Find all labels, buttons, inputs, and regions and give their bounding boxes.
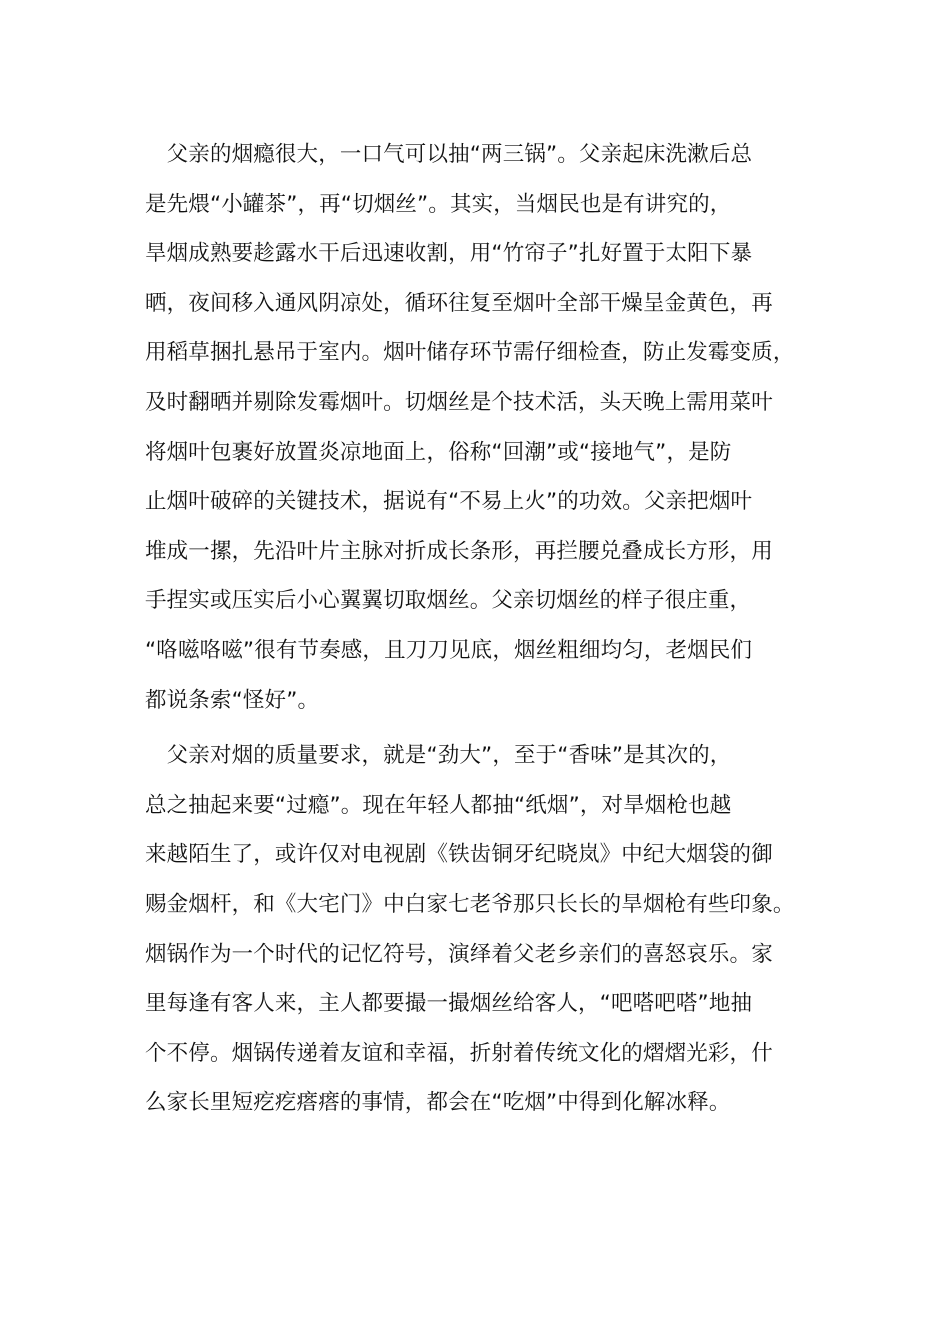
text-line: 堆成一摞，先沿叶片主脉对折成长条形，再拦腰兑叠成长方形，用 — [145, 538, 773, 564]
text-line: 赐金烟杆，和《大宅门》中白家七老爷那只长长的旱烟枪有些印象。 — [145, 891, 795, 917]
text-line: 及时翻晒并剔除发霉烟叶。切烟丝是个技术活，头天晚上需用菜叶 — [145, 389, 773, 415]
text-line: 都说条索“怪好”。 — [145, 687, 320, 713]
article-body — [145, 130, 817, 1128]
text-line: 旱烟成熟要趁露水干后迅速收割，用“竹帘子”扎好置于太阳下暴 — [145, 241, 753, 267]
text-line: 晒，夜间移入通风阴凉处，循环往复至烟叶全部干燥呈金黄色，再 — [145, 290, 773, 316]
text-line: 个不停。烟锅传递着友谊和幸福，折射着传统文化的熠熠光彩，什 — [145, 1040, 773, 1066]
text-line: 父亲对烟的质量要求，就是“劲大”，至于“香味”是其次的， — [145, 743, 732, 769]
text-line: 手捏实或压实后小心翼翼切取烟丝。父亲切烟丝的样子很庄重， — [145, 588, 752, 614]
text-line: 是先煨“小罐茶”，再“切烟丝”。其实，当烟民也是有讲究的， — [145, 191, 732, 217]
text-line: 总之抽起来要“过瘾”。现在年轻人都抽“纸烟”，对旱烟枪也越 — [145, 792, 732, 818]
text-line: 止烟叶破碎的关键技术，据说有“不易上火”的功效。父亲把烟叶 — [145, 489, 753, 515]
text-line: 父亲的烟瘾很大，一口气可以抽“两三锅”。父亲起床洗漱后总 — [145, 142, 753, 167]
text-line: 里每逢有客人来，主人都要撮一撮烟丝给客人，“吧嗒吧嗒”地抽 — [145, 991, 753, 1017]
text-line: 来越陌生了，或许仅对电视剧《铁齿铜牙纪晓岚》中纪大烟袋的御 — [145, 842, 773, 868]
text-line: 么家长里短疙疙瘩瘩的事情，都会在“吃烟”中得到化解冰释。 — [145, 1090, 731, 1116]
text-line: “咯嗞咯嗞”很有节奏感，且刀刀见底，烟丝粗细均匀，老烟民们 — [145, 637, 753, 663]
text-line: 将烟叶包裹好放置炎凉地面上，俗称“回潮”或“接地气”，是防 — [145, 439, 732, 465]
text-line: 用稻草捆扎悬吊于室内。烟叶储存环节需仔细检查，防止发霉变质， — [145, 340, 795, 366]
text-line: 烟锅作为一个时代的记忆符号，演绎着父老乡亲们的喜怒哀乐。家 — [145, 941, 773, 967]
paragraph-2 — [145, 731, 817, 1128]
paragraph-1 — [145, 130, 817, 725]
